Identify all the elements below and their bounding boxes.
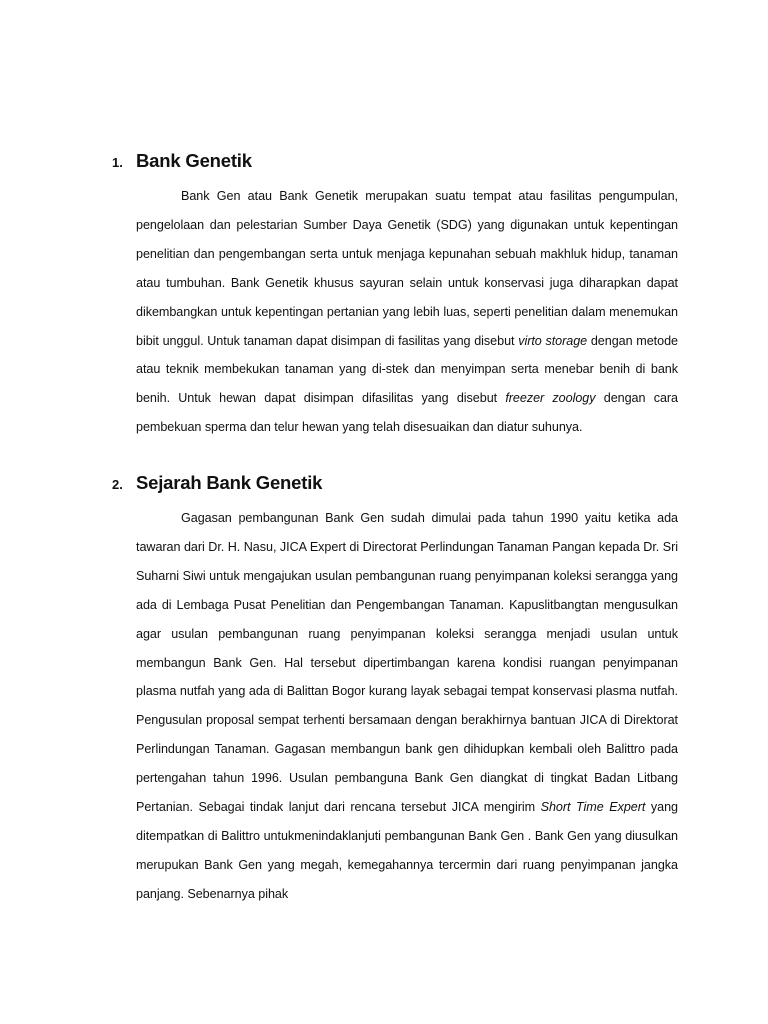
paragraph-text: dengan metode atau teknik membekukan tanaman yang di-stek dan menyimpan serta menebar benih di bank benih. Untuk hewan dapat disimpan difasilitas yang disebut xyxy=(136,333,678,406)
section-1-paragraph xyxy=(136,182,678,442)
section-2-paragraph xyxy=(136,504,678,909)
paragraph-text: dengan cara pembekuan sperma dan telur hewan yang telah disesuaikan dan diatur suhunya. xyxy=(136,391,679,435)
paragraph-text: Gagasan pembangunan Bank Gen sudah dimulai pada tahun 1990 yaitu ketika ada tawaran dari Dr. H. Nasu, JICA Expert di Directorat Perlindungan Tanaman Pangan kepada Dr. Sri Suharni Siwi untuk mengajukan usulan pembangunan ruang penyimpanan koleksi serangga yang ada di Lembaga Pusat Penelitian dan Pengembangan Tanaman. Kapuslitbangtan mengusulkan agar usulan pembangunan ruang penyimpanan koleksi serangga menjadi usulan untuk membangun Bank Gen. Hal tersebut dipertimbangan karena kondisi ruangan penyimpanan plasma nutfah yang ada di Balittan Bogor kurang layak sebagai tempat konservasi plasma nutfah. Pengusulan proposal sempat terhenti bersamaan dengan berakhirnya bantuan JICA di Direktorat Perlindungan Tanaman. Gagasan membangun bank gen dihidupkan kembali oleh Balittro pada pertengahan tahun 1996. Usulan pembanguna Bank Gen diangkat di tingkat Badan Litbang Pertanian. Sebagai tindak lanjut dari rencana tersebut JICA mengirim xyxy=(136,511,678,815)
section-number: 2. xyxy=(112,477,123,492)
paragraph-text: yang ditempatkan di Balittro untukmenindaklanjuti pembangunan Bank Gen . Bank Gen yang diusulkan merupukan Bank Gen yang megah, kemegahannya tercermin dari ruang penyimpanan jangka panjang. Sebenarnya pihak xyxy=(136,800,678,901)
section-number: 1. xyxy=(112,155,123,170)
section-title: Bank Genetik xyxy=(136,150,252,171)
italic-term: Short Time Expert xyxy=(540,800,646,815)
section-heading-2 xyxy=(112,472,692,494)
section-title: Sejarah Bank Genetik xyxy=(136,472,323,493)
italic-term: virto storage xyxy=(518,333,588,348)
section-heading-1 xyxy=(112,150,692,172)
paragraph-text: Bank Gen atau Bank Genetik merupakan suatu tempat atau fasilitas pengumpulan, pengelolaan dan pelestarian Sumber Daya Genetik (SDG) yang digunakan untuk kepentingan penelitian dan pengembangan serta untuk menjaga kepunahan sebuah makhluk hidup, tanaman atau tumbuhan. Bank Genetik khusus sayuran selain untuk konservasi juga diharapkan dapat dikembangkan untuk kepentingan pertanian yang lebih luas, seperti penelitian dalam menemukan bibit unggul. Untuk tanaman dapat disimpan di fasilitas yang disebut xyxy=(136,189,678,348)
italic-term: freezer zoology xyxy=(505,391,596,406)
